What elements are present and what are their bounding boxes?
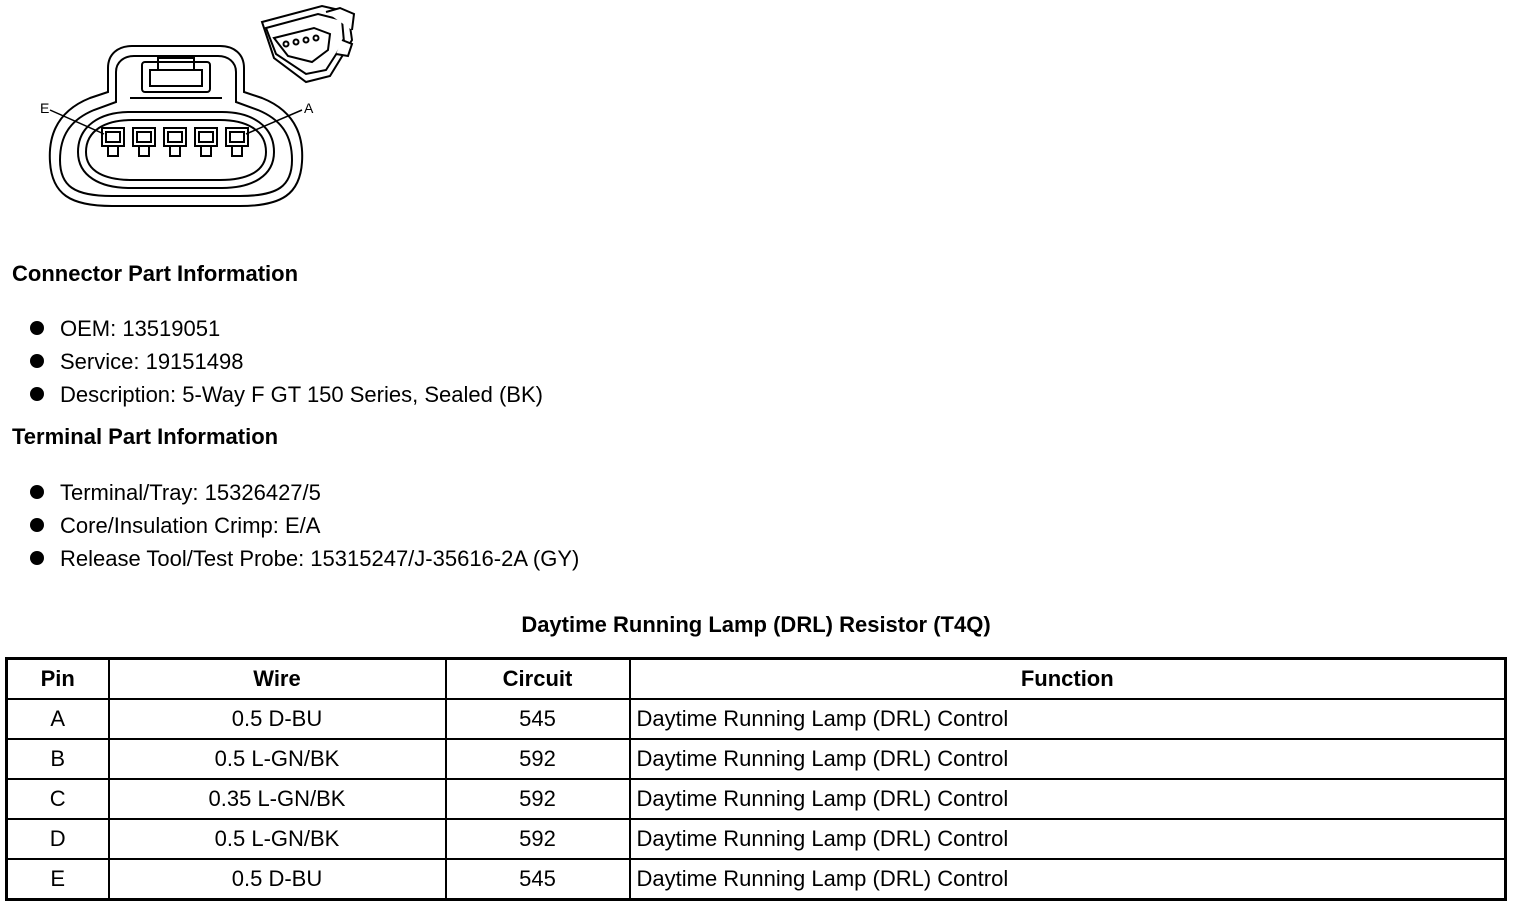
terminal-cavities — [102, 128, 248, 156]
table-header-row — [7, 659, 1506, 700]
bullet-icon — [30, 387, 44, 401]
pin-cell: E — [7, 859, 109, 900]
list-item — [30, 380, 543, 413]
pinout-table-title: Daytime Running Lamp (DRL) Resistor (T4Q) — [521, 612, 991, 637]
table-row — [7, 779, 1506, 819]
oem-part-number: OEM: 13519051 — [60, 316, 221, 341]
bullet-icon — [30, 518, 44, 532]
pinout-table — [5, 657, 1507, 901]
circuit-cell: 592 — [446, 819, 630, 859]
bullet-icon — [30, 485, 44, 499]
pin-cell: B — [7, 739, 109, 779]
table-row — [7, 739, 1506, 779]
table-row — [7, 859, 1506, 900]
function-cell: Daytime Running Lamp (DRL) Control — [630, 859, 1506, 900]
function-cell: Daytime Running Lamp (DRL) Control — [630, 699, 1506, 739]
circuit-cell: 545 — [446, 699, 630, 739]
connector-description: Description: 5-Way F GT 150 Series, Sealed (BK) — [60, 382, 543, 407]
pin-cell: C — [7, 779, 109, 819]
list-item — [30, 478, 579, 511]
column-header-wire: Wire — [109, 659, 446, 700]
terminal-part-list — [30, 478, 579, 577]
release-tool-test-probe: Release Tool/Test Probe: 15315247/J-35616-2A (GY) — [60, 546, 580, 571]
column-header-function: Function — [630, 659, 1506, 700]
column-header-pin: Pin — [7, 659, 109, 700]
pin-cell: D — [7, 819, 109, 859]
list-item — [30, 511, 579, 544]
core-insulation-crimp: Core/Insulation Crimp: E/A — [60, 513, 321, 538]
wire-cell: 0.5 D-BU — [109, 859, 446, 900]
bullet-icon — [30, 551, 44, 565]
table-row — [7, 699, 1506, 739]
list-item — [30, 314, 543, 347]
pin-a-label: A — [304, 100, 314, 116]
list-item — [30, 544, 579, 577]
table-row — [7, 819, 1506, 859]
pin-cell: A — [7, 699, 109, 739]
function-cell: Daytime Running Lamp (DRL) Control — [630, 779, 1506, 819]
terminal-part-information-heading: Terminal Part Information — [12, 424, 279, 449]
bullet-icon — [30, 354, 44, 368]
connector-face-diagram — [30, 0, 370, 215]
column-header-circuit: Circuit — [446, 659, 630, 700]
list-item — [30, 347, 543, 380]
wire-cell: 0.5 L-GN/BK — [109, 739, 446, 779]
connector-3d-icon — [262, 6, 354, 82]
circuit-cell: 592 — [446, 739, 630, 779]
function-cell: Daytime Running Lamp (DRL) Control — [630, 739, 1506, 779]
service-part-number: Service: 19151498 — [60, 349, 244, 374]
terminal-tray: Terminal/Tray: 15326427/5 — [60, 480, 321, 505]
wire-cell: 0.5 D-BU — [109, 699, 446, 739]
wire-cell: 0.35 L-GN/BK — [109, 779, 446, 819]
connector-part-information-heading: Connector Part Information — [12, 261, 299, 286]
circuit-cell: 545 — [446, 859, 630, 900]
circuit-cell: 592 — [446, 779, 630, 819]
bullet-icon — [30, 321, 44, 335]
connector-part-list — [30, 314, 543, 413]
pin-e-label: E — [40, 100, 50, 116]
wire-cell: 0.5 L-GN/BK — [109, 819, 446, 859]
function-cell: Daytime Running Lamp (DRL) Control — [630, 819, 1506, 859]
